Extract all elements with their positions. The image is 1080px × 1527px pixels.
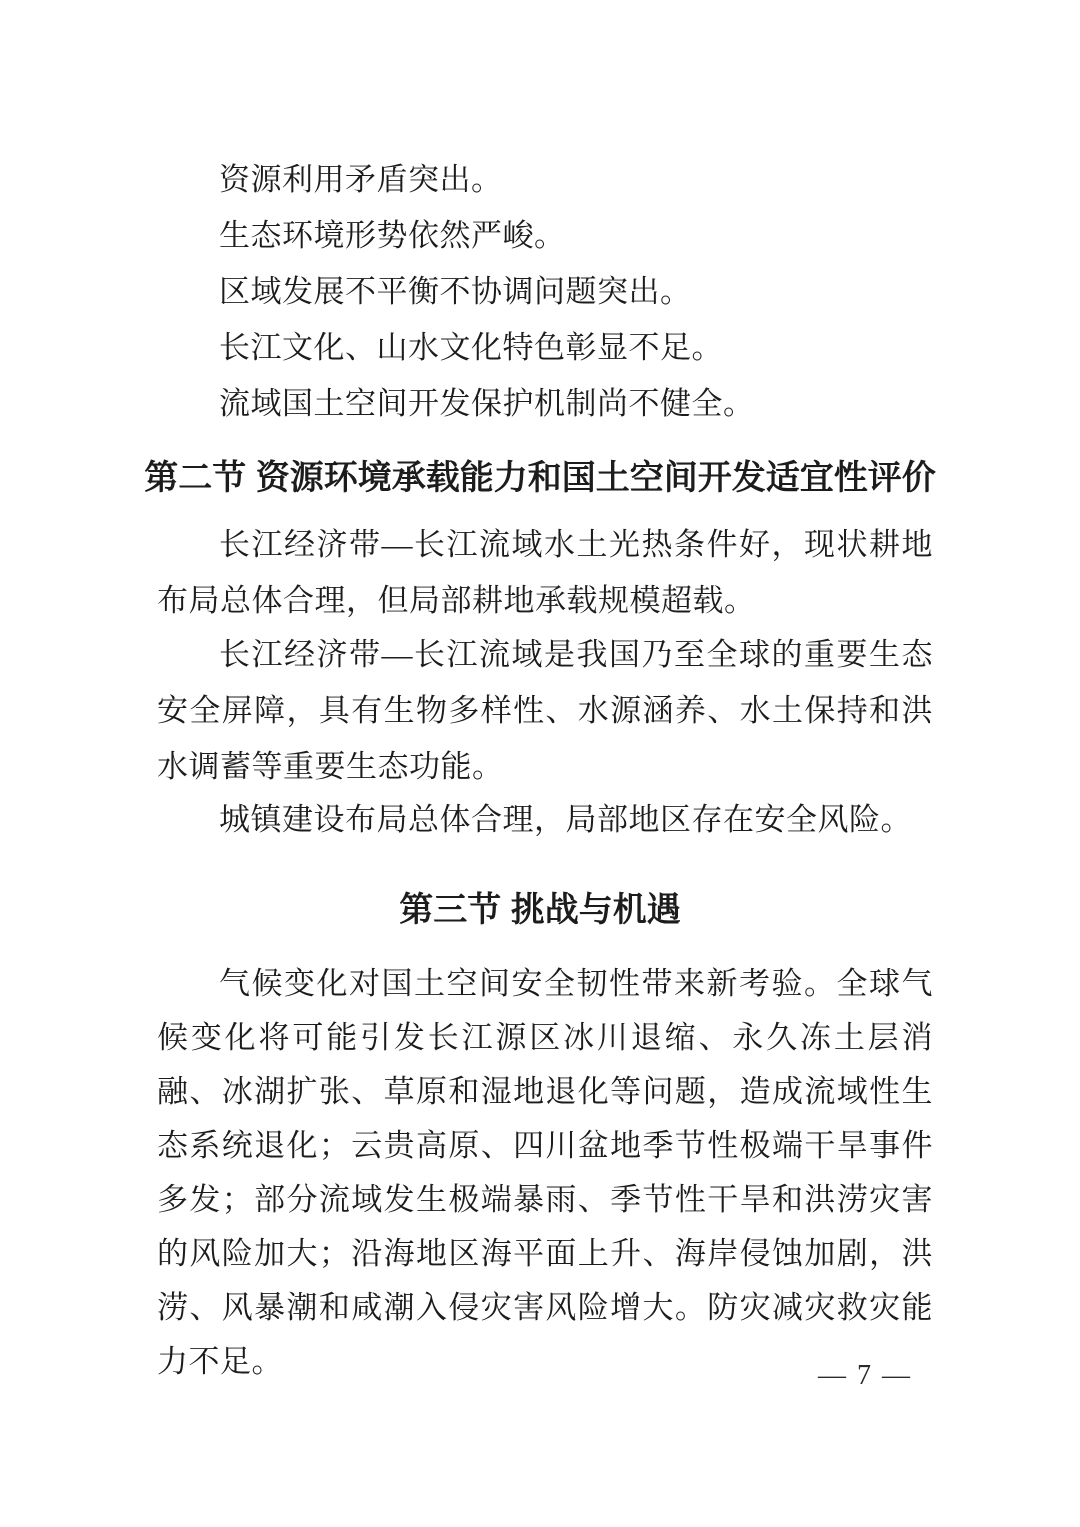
issue-paragraph-ecology: 生态环境形势依然严峻。 [219,218,566,253]
paragraph-block [157,957,933,1389]
paragraph-urban-layout: 城镇建设布局总体合理，局部地区存在安全风险。 [219,802,912,837]
issue-paragraph-mechanism: 流域国土空间开发保护机制尚不健全。 [219,386,755,421]
paragraph-climate-change: 气候变化对国土空间安全韧性带来新考验。全球气候变化将可能引发长江源区冰川退缩、永久冻土层消融、冰湖扩张、草原和湿地退化等问题，造成流域性生态系统退化；云贵高原、四川盆地季节性极端干旱事件多发；部分流域发生极端暴雨、季节性干旱和洪涝灾害的风险加大；沿海地区海平面上升、海岸侵蚀加剧，洪涝、风暴潮和咸潮入侵灾害风险增大。防灾减灾救灾能力不足。 [157,966,933,1379]
issues-paragraph-list [157,152,933,432]
section-heading-evaluation: 第二节 资源环境承载能力和国土空间开发适宜性评价 [144,459,936,497]
page-number: — 7 — [818,1360,912,1391]
issue-paragraph-culture: 长江文化、山水文化特色彰显不足。 [219,330,723,365]
issue-paragraph-resources: 资源利用矛盾突出。 [219,162,503,197]
section-heading-challenges: 第三节 挑战与机遇 [399,891,681,929]
paragraph-block [157,627,933,795]
paragraph-farmland-capacity: 长江经济带—长江流域水土光热条件好，现状耕地布局总体合理，但局部耕地承载规模超载。 [157,527,933,618]
paragraph-block [157,517,933,629]
paragraph-ecological-barrier: 长江经济带—长江流域是我国乃至全球的重要生态安全屏障，具有生物多样性、水源涵养、水土保持和洪水调蓄等重要生态功能。 [157,637,933,784]
paragraph-block [157,792,933,848]
issue-paragraph-regional-development: 区域发展不平衡不协调问题突出。 [219,274,692,309]
